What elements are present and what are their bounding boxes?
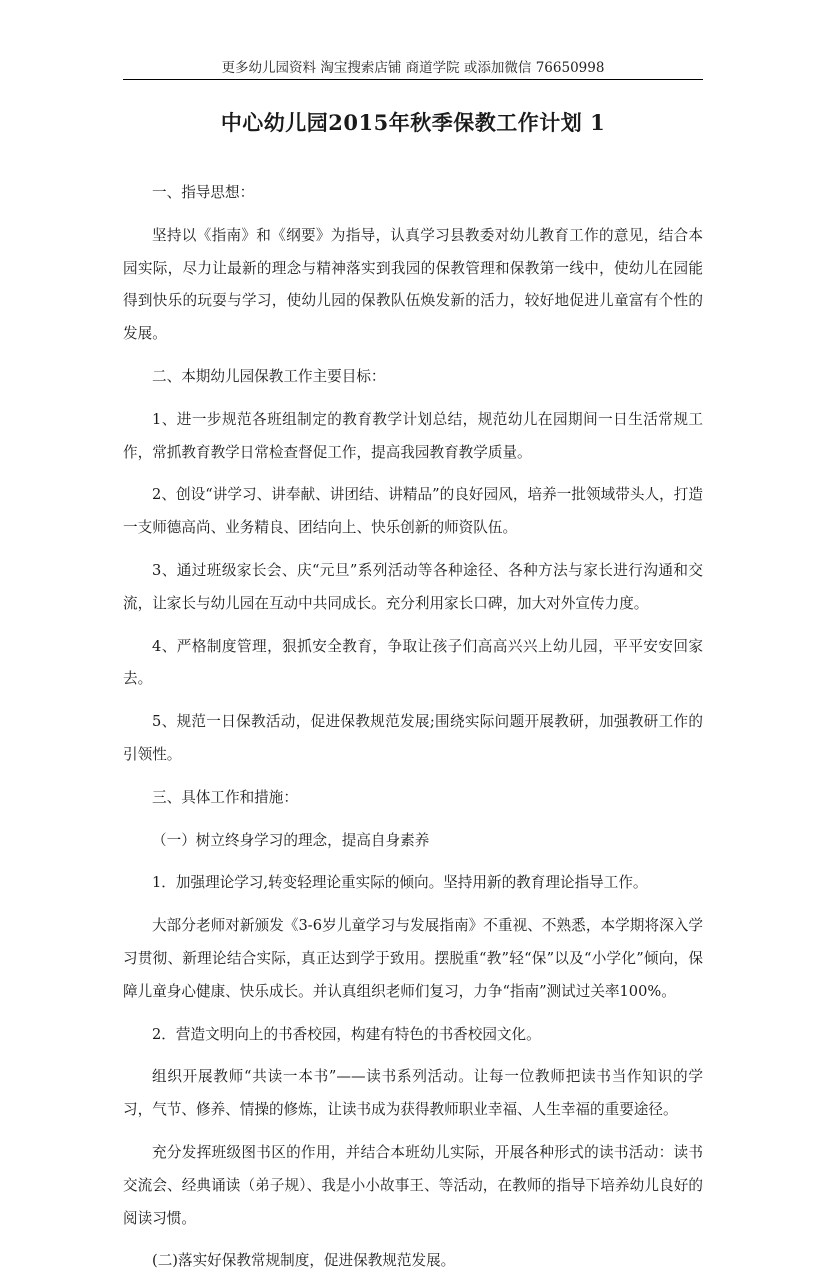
paragraph: 2．营造文明向上的书香校园，构建有特色的书香校园文化。 (152, 1025, 541, 1043)
paragraph: 1、进一步规范各班组制定的教育教学计划总结，规范幼儿在园期间一日生活常规工作，常抓教育教学日常检查督促工作，提高我园教育教学质量。 (123, 410, 703, 461)
header-divider (123, 79, 703, 80)
document-body (123, 177, 703, 1288)
paragraph: 5、规范一日保教活动，促进保教规范发展;围绕实际问题开展教研，加强教研工作的引领性。 (123, 713, 703, 763)
section-heading-2: 二、本期幼儿园保教工作主要目标： (152, 367, 386, 385)
paragraph: 1．加强理论学习,转变轻理论重实际的倾向。坚持用新的教育理论指导工作。 (152, 874, 648, 892)
paragraph: 组织开展教师“共读一本书”——读书系列活动。让每一位教师把读书当作知识的学习，气节、修养、情操的修炼，让读书成为获得教师职业幸福、人生幸福的重要途径。 (123, 1068, 703, 1119)
paragraph: 4、严格制度管理，狠抓安全教育，争取让孩子们高高兴兴上幼儿园，平平安安回家去。 (123, 637, 703, 688)
document-title: 中心幼儿园2015年秋季保教工作计划 1 (220, 110, 606, 135)
page-header: 更多幼儿园资料 淘宝搜索店铺 商道学院 或添加微信 76650998 (221, 60, 605, 76)
section-heading-3: 三、具体工作和措施： (152, 788, 298, 806)
subsection-heading: （一）树立终身学习的理念，提高自身素养 (152, 831, 430, 849)
section-heading-1: 一、指导思想： (152, 184, 255, 201)
paragraph: 2、创设“讲学习、讲奉献、讲团结、讲精品”的良好园风，培养一批领域带头人，打造一支师德高尚、业务精良、团结向上、快乐创新的师资队伍。 (123, 486, 703, 537)
paragraph: 大部分老师对新颁发《3-6岁儿童学习与发展指南》不重视、不熟悉，本学期将深入学习贯彻、新理论结合实际，真正达到学于致用。摆脱重“教”轻“保”以及“小学化”倾向，保障儿童身心健康、快乐成长。并认真组织老师们复习，力争“指南”测试过关率100%。 (123, 917, 703, 1000)
paragraph: 3、通过班级家长会、庆“元旦”系列活动等各种途径、各种方法与家长进行沟通和交流，让家长与幼儿园在互动中共同成长。充分利用家长口碑，加大对外宣传力度。 (123, 561, 703, 612)
paragraph: 坚持以《指南》和《纲要》为指导，认真学习县教委对幼儿教育工作的意见，结合本园实际，尽力让最新的理念与精神落实到我园的保教管理和保教第一线中，使幼儿在园能得到快乐的玩耍与学习，使幼儿园的保教队伍焕发新的活力，较好地促进儿童富有个性的发展。 (123, 226, 703, 343)
paragraph: 充分发挥班级图书区的作用，并结合本班幼儿实际，开展各种形式的读书活动：读书交流会、经典诵读（弟子规）、我是小小故事王、等活动，在教师的指导下培养幼儿良好的阅读习惯。 (123, 1143, 703, 1227)
subsection-heading: (二)落实好保教常规制度，促进保教规范发展。 (152, 1252, 456, 1270)
